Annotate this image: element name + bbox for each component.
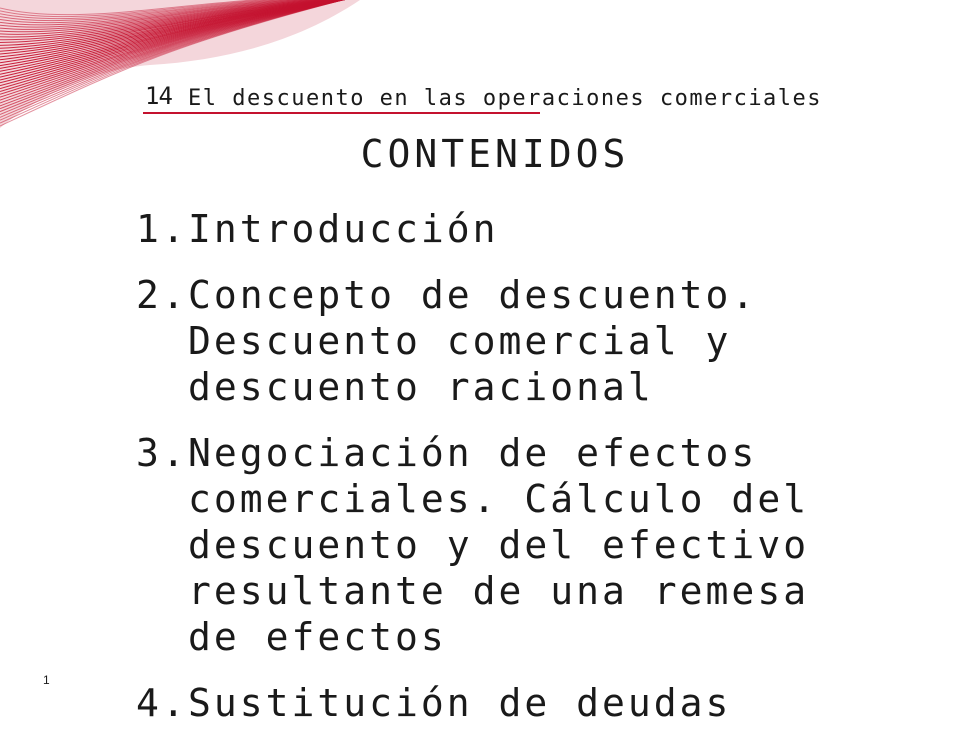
contents-item-text: Introducción — [188, 207, 499, 251]
contents-list — [136, 206, 846, 746]
contents-item — [136, 680, 846, 726]
contents-item-number: 3. — [136, 431, 188, 475]
contents-item-number: 1. — [136, 207, 188, 251]
contents-item-text: Concepto de descuento. Descuento comercial y descuento racional — [188, 273, 758, 409]
page-number: 1 — [43, 673, 50, 687]
chapter-number: 14 — [145, 82, 172, 110]
contents-heading: CONTENIDOS — [360, 132, 630, 176]
contents-item-text: Sustitución de deudas — [188, 681, 732, 725]
decorative-ribbon — [0, 0, 380, 140]
contents-item-text: Negociación de efectos comerciales. Cálculo del descuento y del efectivo resultante de una remesa de efectos — [188, 431, 810, 659]
chapter-title: El descuento en las operaciones comerciales — [188, 86, 823, 111]
contents-item — [136, 430, 846, 660]
contents-item — [136, 206, 846, 252]
contents-item-number: 2. — [136, 273, 188, 317]
contents-item — [136, 272, 846, 410]
contents-item-number: 4. — [136, 681, 188, 725]
title-underline — [143, 112, 540, 114]
